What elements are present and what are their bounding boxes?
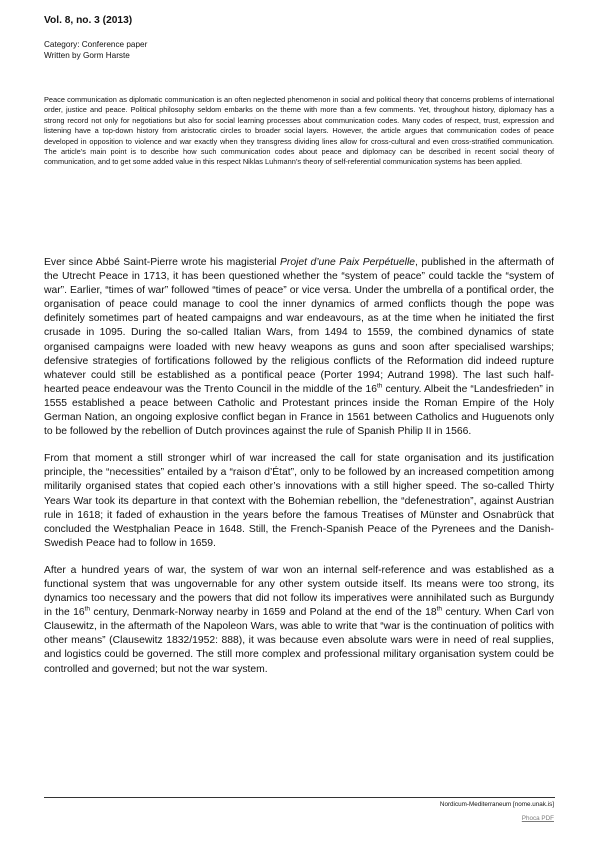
paragraph-1-text-b: , published in the aftermath of the Utrecht Peace in 1713, it has been questioned whether the “system of peace” could tackle the “system of war”. Earlier, “times of war” followed “times of peace” or vice versa. Under the umbrella of a pontifical order, the organisation of peace could manage to cool the inner dynamics of armed conflicts though the pope was definitely sometimes part of heated campaigns and war endeavours, as at the time when he initiated the first crusade in 1095. During the so-called Italian Wars, from 1494 to 1559, the combined dynamics of state organised campaigns were loaded with new heavy weapons as guns and soon after specialised warships; defensive strategies of fortifications followed by the religious conflicts of the Reformation did indeed rupture whatever could still be established as a pontifical peace (Porter 1994; Autrand 1998). The last such half-hearted peace endeavour was the Trento Council in the middle of the 16 (44, 257, 554, 395)
paragraph-2: From that moment a still stronger whirl of war increased the call for state organisation and its justification principle, the “necessities” entailed by a “raison d’État”, only to be followed by an increased competition among militarily organised states that copied each other’s innovations with a still higher speed. The so-called Thirty Years War took its departure in that context with the Bohemian rebellion, the “defenestration”, against Austrian rule in 1618; it faded of exhaustion in the years before the famous Treatises of Münster and Osnabrück that concluded the Westphalian Peace in 1648. Still, the French-Spanish Peace of the Pyrenees and the Danish-Swedish Peace had to follow in 1659. (44, 453, 554, 549)
ordinal-superscript: th (84, 605, 90, 613)
article-body (44, 256, 554, 690)
footer-divider (44, 797, 555, 798)
phoca-pdf-link[interactable]: Phoca PDF (521, 815, 554, 822)
paragraph-1-text-c: century. Albeit the “Landesfrieden” in 1555 established a peace between Catholic and Protestant princes inside the Roman Empire of the Holy German Nation, an ongoing explosive conflict began in France in 1561 between Catholics and Huguenots only to be followed by the rebellion of Dutch provinces against the rule of Spanish Philip II in 1566. (44, 383, 554, 438)
paragraph-1 (44, 256, 554, 439)
paragraph-3-text-b: century, Denmark-Norway nearby in 1659 and Poland at the end of the 18 (90, 607, 437, 619)
book-title: Projet d’une Paix Perpétuelle (280, 257, 416, 268)
category-label: Category: Conference paper (44, 40, 148, 49)
article-header (44, 15, 554, 61)
paragraph-3-text-c: century. When Carl von Clausewitz, in the aftermath of the Napoleon Wars, was able to write that “war is the continuation of politics with other means” (Clausewitz 1832/1952: 888), it was because even absolute wars were in need of real supplies, and logistics could be governed. The still more complex and professional military organisation system could be controlled and governed; but not the war system. (44, 607, 554, 675)
paragraph-3 (44, 564, 554, 677)
ordinal-superscript: th (377, 382, 383, 390)
footer-site-label: Nordicum-Mediterraneum [nome.unak.is] (439, 801, 554, 808)
ordinal-superscript: th (436, 605, 443, 613)
volume-label: Vol. 8, no. 3 (2013) (44, 15, 133, 26)
author-label: Written by Gorm Harste (44, 51, 130, 60)
abstract: Peace communication as diplomatic communication is an often neglected phenomenon in social and political theory that concerns problems of international order, justice and peace. Political philosophy seldom embarks on the theme with more than a few comments. Yet, throughout history, diplomacy has a strong record not only for negotiations but also for social learning processes about communication codes. Many codes of respect, trust, expression and listening have a top-down history from aristocratic circles to broader social layers. However, the article argues that communication codes of peace developed in opposition to violence and war exactly when they transgress dividing lines allow for cross-cultural and even cross-stratified communication. The article’s main point is to describe how such communication codes about peace and diplomacy can be described in recent social theory of communication, and to get some added value in this respect Niklas Luhmann’s theory of self-referential communication systems has been applied. (44, 95, 554, 167)
paragraph-3-text-a: After a hundred years of war, the system of war won an internal self-reference and was established as a functional system that was ungovernable for any other system outside itself. Its means were too strong, its dynamics too necessary and the powers that did not follow its imperatives were annihilated such as Burgundy in the 16 (44, 564, 554, 619)
paragraph-1-text-a: Ever since Abbé Saint-Pierre wrote his magisterial (44, 257, 281, 268)
